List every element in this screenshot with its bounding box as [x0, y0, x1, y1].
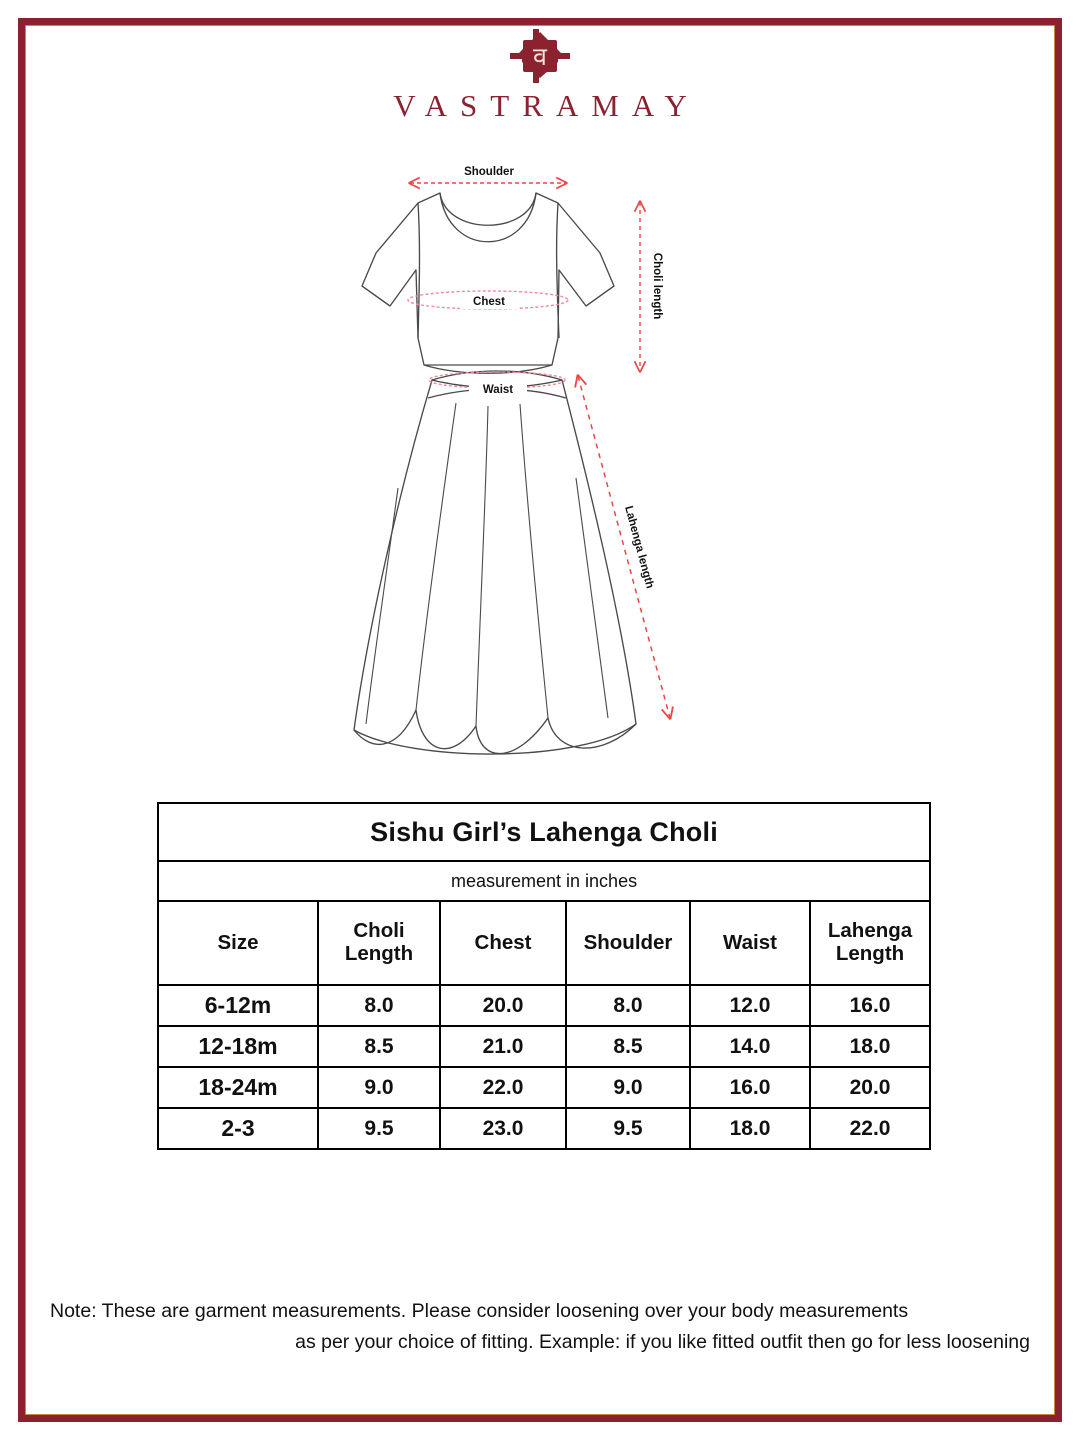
fitting-note-line-1: Note: These are garment measurements. Please consider loosening over your body measurements — [50, 1300, 909, 1322]
size-table — [157, 802, 931, 1150]
cell-size: 18-24m — [158, 1067, 318, 1108]
table-title: Sishu Girl’s Lahenga Choli — [158, 803, 930, 861]
logo-devanagari-glyph: व — [533, 42, 547, 71]
cell-lahenga-length: 18.0 — [810, 1026, 930, 1067]
brand-header — [0, 28, 1080, 121]
cell-size: 6-12m — [158, 985, 318, 1026]
table-subtitle: measurement in inches — [158, 861, 930, 901]
column-header-shoulder: Shoulder — [566, 901, 690, 985]
cell-lahenga-length: 16.0 — [810, 985, 930, 1026]
chest-label: Chest — [473, 296, 505, 308]
cell-chest: 22.0 — [440, 1067, 566, 1108]
table-row — [158, 985, 930, 1026]
cell-choli-length: 9.0 — [318, 1067, 440, 1108]
table-subtitle-row — [158, 861, 930, 901]
cell-choli-length: 8.5 — [318, 1026, 440, 1067]
cell-size: 12-18m — [158, 1026, 318, 1067]
cell-shoulder: 9.5 — [566, 1108, 690, 1149]
cell-choli-length: 8.0 — [318, 985, 440, 1026]
table-row — [158, 1026, 930, 1067]
column-header-lahenga-length: Lahenga Length — [810, 901, 930, 985]
table-row — [158, 1108, 930, 1149]
cell-shoulder: 8.0 — [566, 985, 690, 1026]
size-table-container — [157, 802, 929, 1150]
garment-illustration — [340, 158, 760, 798]
cell-lahenga-length: 20.0 — [810, 1067, 930, 1108]
vastramay-diamond-logo-icon — [509, 28, 571, 84]
brand-name: VASTRAMAY — [393, 88, 700, 123]
cell-waist: 16.0 — [690, 1067, 810, 1108]
fitting-note — [50, 1296, 1030, 1358]
column-header-waist: Waist — [690, 901, 810, 985]
lahenga-length-label: Lahenga length — [622, 504, 656, 590]
table-row — [158, 1067, 930, 1108]
cell-size: 2-3 — [158, 1108, 318, 1149]
cell-shoulder: 8.5 — [566, 1026, 690, 1067]
column-header-size: Size — [158, 901, 318, 985]
cell-chest: 23.0 — [440, 1108, 566, 1149]
table-header-row — [158, 901, 930, 985]
shoulder-label: Shoulder — [464, 166, 514, 178]
waist-label: Waist — [482, 384, 514, 396]
cell-waist: 12.0 — [690, 985, 810, 1026]
cell-waist: 14.0 — [690, 1026, 810, 1067]
fitting-note-line-2: as per your choice of fitting. Example: if you like fitted outfit then go for less loosening — [295, 1330, 1030, 1353]
column-header-choli-length: Choli Length — [318, 901, 440, 985]
cell-chest: 21.0 — [440, 1026, 566, 1067]
cell-choli-length: 9.5 — [318, 1108, 440, 1149]
table-title-row — [158, 803, 930, 861]
choli-length-label: Choli length — [651, 252, 663, 320]
cell-chest: 20.0 — [440, 985, 566, 1026]
cell-shoulder: 9.0 — [566, 1067, 690, 1108]
cell-lahenga-length: 22.0 — [810, 1108, 930, 1149]
cell-waist: 18.0 — [690, 1108, 810, 1149]
column-header-chest: Chest — [440, 901, 566, 985]
